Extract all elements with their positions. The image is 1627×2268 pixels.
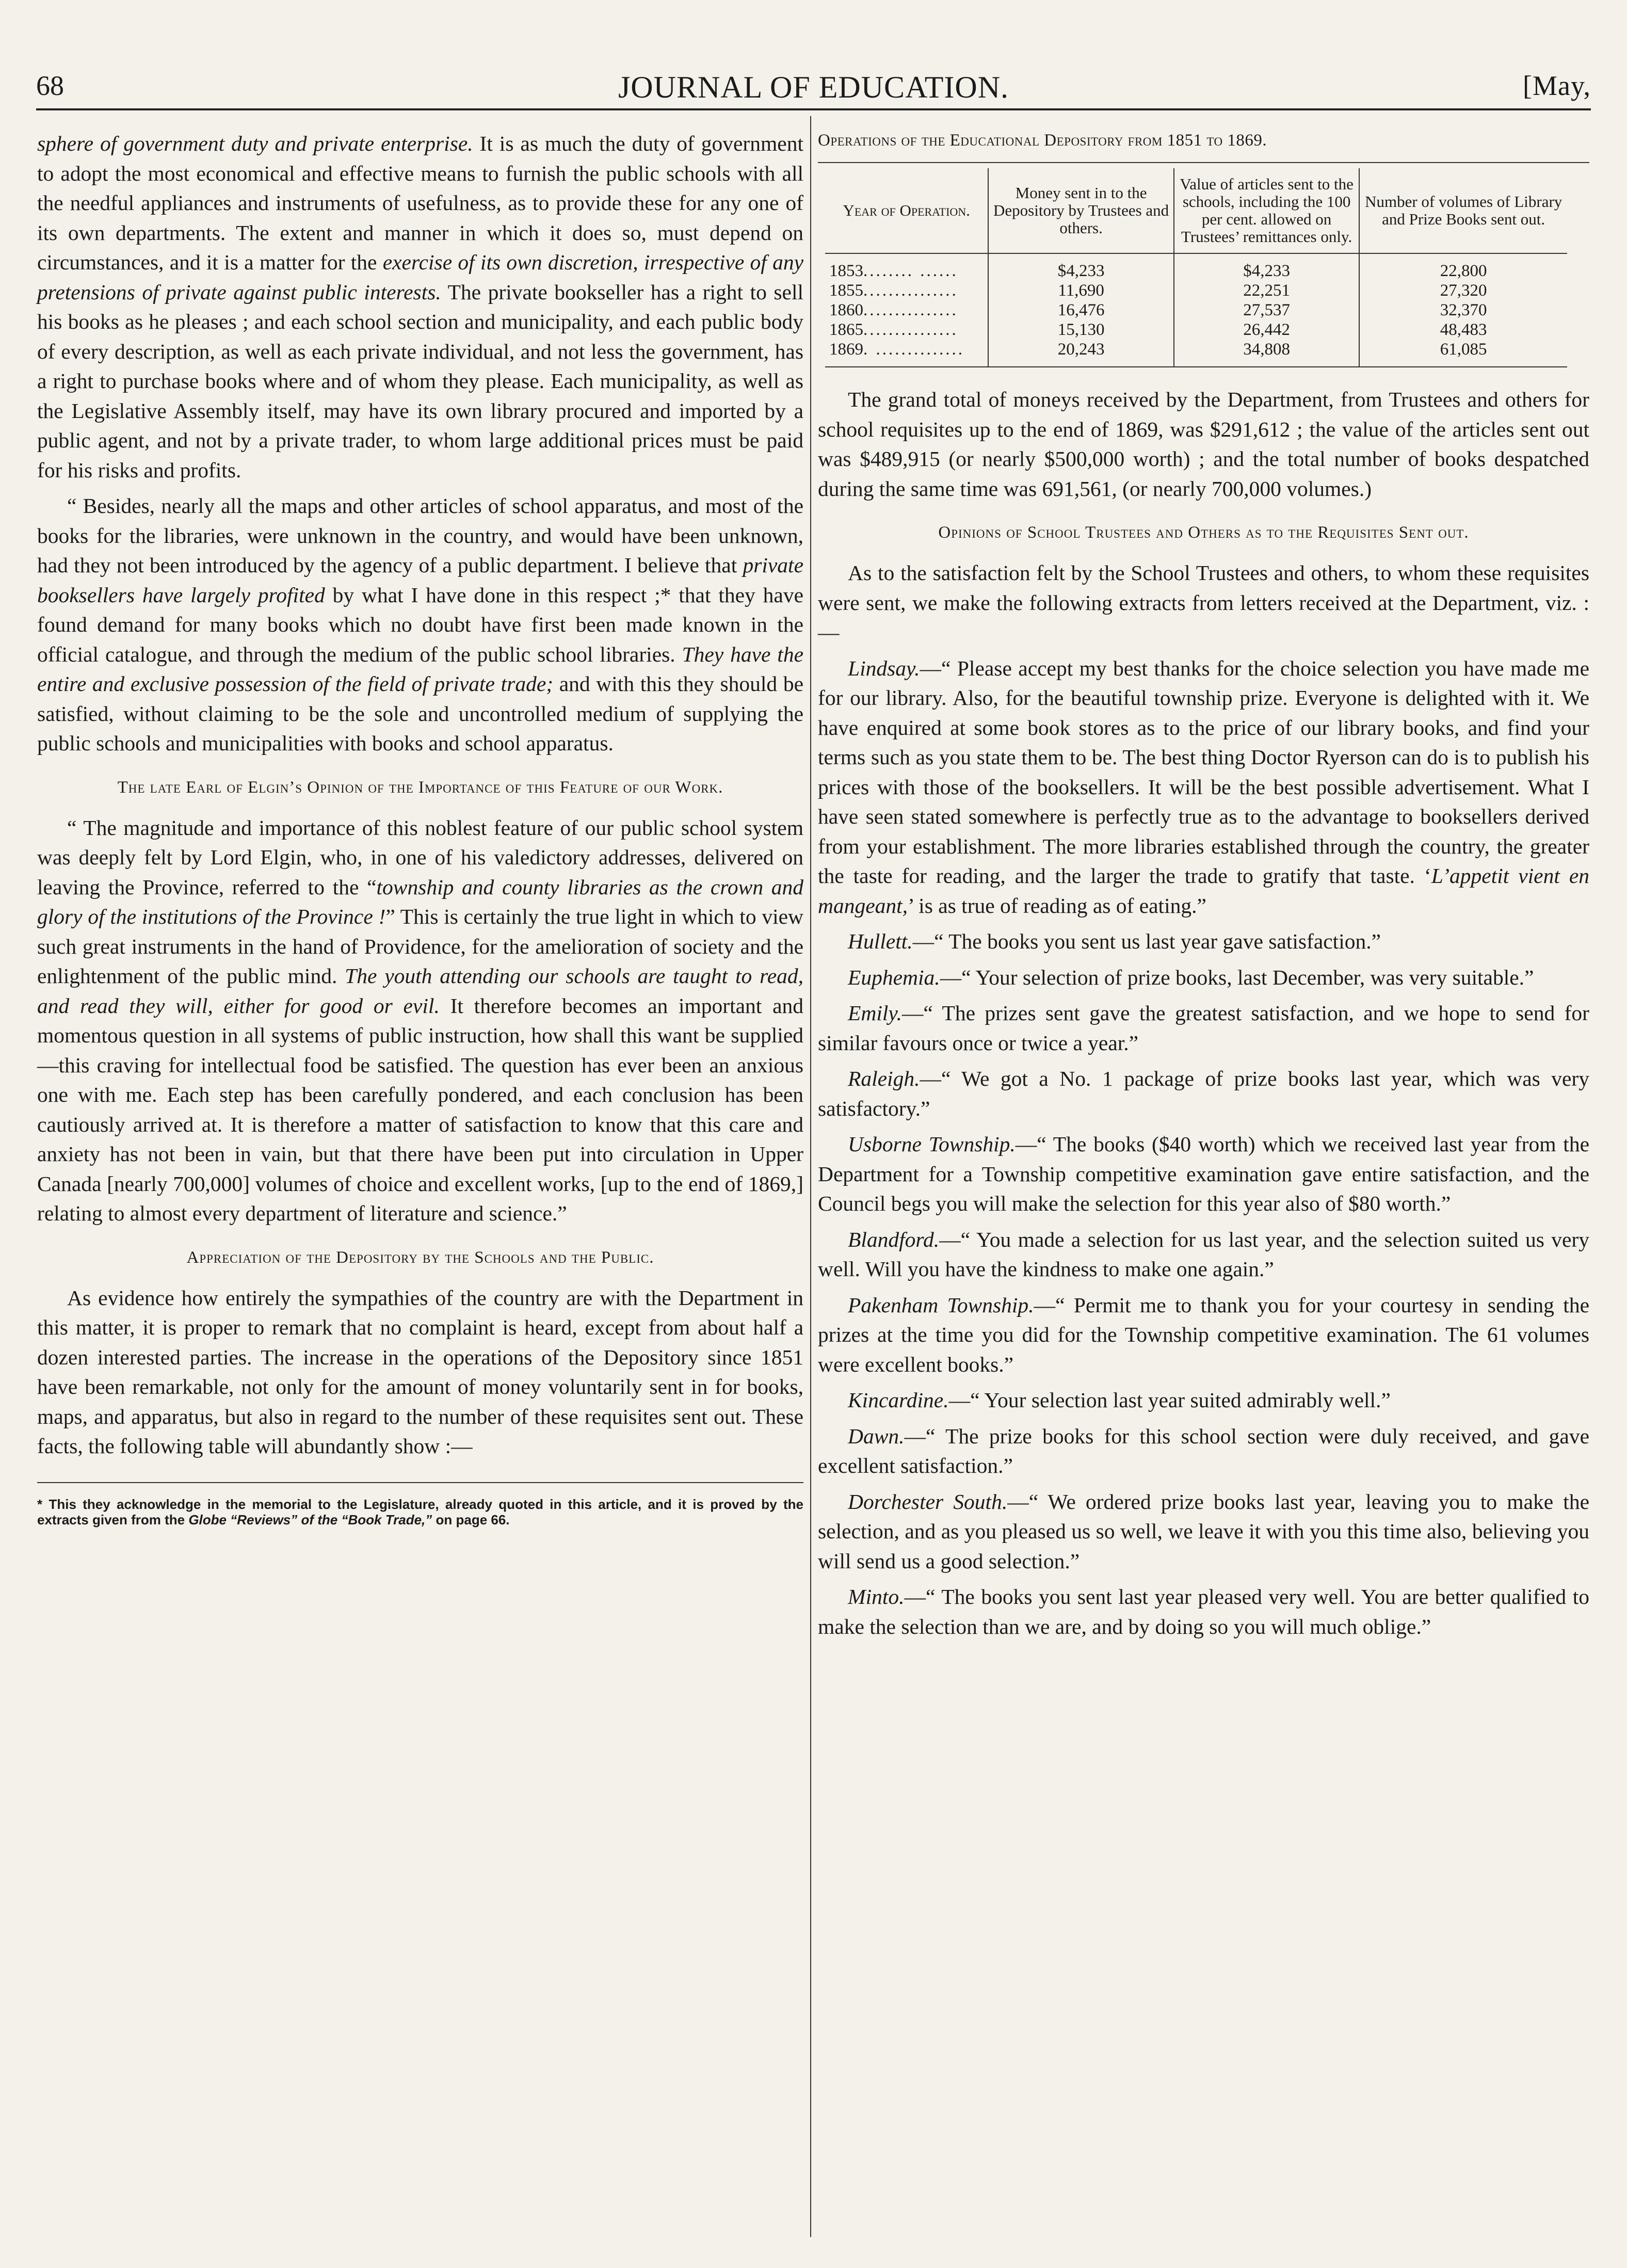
cell-year: 1869. .............. (825, 340, 988, 367)
letter-place: Pakenham Township. (848, 1293, 1034, 1317)
letter-place: Minto. (848, 1585, 905, 1608)
table-top-rule (818, 162, 1589, 163)
table-header-row (825, 168, 1567, 253)
letter-place: Usborne Township. (848, 1132, 1016, 1156)
cell-year: 1860............... (829, 301, 958, 319)
right-column (818, 129, 1589, 2237)
cell-books: 61,085 (1359, 340, 1567, 367)
cell-books: 48,483 (1359, 320, 1567, 340)
letter-extract: Dawn.—“ The prize books for this school section were duly received, and gave excellent satisfaction.” (818, 1424, 1589, 1477)
header-rule (36, 108, 1591, 110)
header-books: Number of volumes of Library and Prize Books sent out. (1359, 168, 1567, 253)
heading-appreciation: Appreciation of the Depository by the Schools and the Public. (186, 1248, 654, 1267)
table-row (825, 300, 1567, 320)
letter-extract: Raleigh.—“ We got a No. 1 package of prize books last year, which was very satisfactory.” (818, 1067, 1589, 1120)
letter-place: Euphemia. (848, 965, 940, 989)
paragraph-duty: sphere of government duty and private enterprise. It is as much the duty of government to adopt the most economical and effective means to furnish the public schools with all the needful appliances and instruments of usefulness, as to provide these for any one of its own departments. The extent and manner in which it does so, must depend on circumstances, and it is a matter for the exercise of its own discretion, irrespective of any pretensions of private against public interests. The private bookseller has a right to sell his books as he pleases ; and each school section and municipality, and each public body of every description, as well as each private individual, and not less the government, has a right to purchase books where and of whom they please. Each municipality, as well as the Legislative Assembly itself, may have its own library procured and imported by a public agent, and not by a private trader, to whom large additional prices must be paid for his risks and profits. (37, 132, 803, 482)
header-value: Value of articles sent to the schools, including the 100 per cent. allowed on Trustees’ remittances only. (1174, 168, 1360, 253)
cell-year: 1855............... (829, 281, 958, 300)
cell-books: 27,320 (1359, 281, 1567, 300)
table-title: Operations of the Educational Depository from 1851 to 1869. (818, 131, 1267, 150)
letter-place: Dawn. (848, 1424, 905, 1448)
letter-place: Dorchester South. (848, 1489, 1008, 1514)
cell-year: 1865............... (829, 320, 958, 339)
running-header (36, 70, 1591, 106)
cell-value: 26,442 (1174, 320, 1360, 340)
letter-extract: Pakenham Township.—“ Permit me to thank you for your courtesy in sending the prizes at the time you did for the Township competitive examination. The 61 volumes were excellent books.” (818, 1293, 1589, 1376)
heading-opinions: Opinions of School Trustees and Others as to the Requisites Sent out. (938, 523, 1469, 542)
cell-books: 32,370 (1359, 300, 1567, 320)
letter-extract: Blandford.—“ You made a selection for us last year, and the selection suited us very well. Will you have the kindness to make one again.” (818, 1227, 1589, 1281)
paragraph-grand-total: The grand total of moneys received by the Department, from Trustees and others for school requisites up to the end of 1869, was $291,612 ; the value of the articles sent out was $489,915 (or nearly $500,000 worth) ; and the total number of books despatched during the same time was 691,561, (or nearly 700,000 volumes.) (818, 388, 1589, 501)
cell-money: $4,233 (988, 253, 1174, 281)
letter-extract: Hullett.—“ The books you sent us last year gave satisfaction.” (848, 929, 1381, 953)
letter-place: Emily. (848, 1001, 902, 1025)
letter-extract: Emily.—“ The prizes sent gave the greatest satisfaction, and we hope to send for similar favours once or twice a year.” (818, 1001, 1589, 1055)
letter-place: Raleigh. (848, 1067, 920, 1090)
table-row (825, 340, 1567, 367)
cell-year: 1853........ ...... (829, 262, 958, 280)
issue-month: [May, (1523, 70, 1591, 101)
journal-title: JOURNAL OF EDUCATION. (618, 70, 1009, 104)
footnote-rule (37, 1482, 803, 1483)
letter-extract: Minto.—“ The books you sent last year pleased very well. You are better qualified to make the selection than we are, and by doing so you will much oblige.” (818, 1585, 1589, 1638)
cell-value: 22,251 (1174, 281, 1360, 300)
operations-table (825, 168, 1567, 367)
cell-books: 22,800 (1359, 253, 1567, 281)
letter-extract: Euphemia.—“ Your selection of prize books, last December, was very suitable.” (848, 965, 1534, 989)
header-year: Year of Operation. (825, 168, 988, 253)
paragraph-appreciation: As evidence how entirely the sympathies of the country are with the Department in this matter, it is proper to remark that no complaint is heard, except from about half a dozen interested parties. The increase in the operations of the Depository since 1851 have been remarkable, not only for the amount of money voluntarily sent in for books, maps, and apparatus, but also in regard to the number of these requisites sent out. These facts, the following table will abundantly show :— (37, 1285, 803, 1458)
letter-place: Kincardine. (848, 1388, 949, 1412)
paragraph-intro: As to the satisfaction felt by the School Trustees and others, to whom these requisites were sent, we make the following extracts from letters received at the Department, viz. :— (818, 561, 1589, 644)
table-body (825, 253, 1567, 367)
cell-value: 27,537 (1174, 300, 1360, 320)
letters-list (818, 654, 1589, 1642)
letter-place: Blandford. (848, 1227, 940, 1251)
table-row (825, 253, 1567, 281)
footnote: * This they acknowledge in the memorial to the Legislature, already quoted in this article, and it is proved by the extracts given from the Globe “Reviews” of the “Book Trade,” on page 66. (37, 1496, 803, 1527)
page-number: 68 (36, 70, 64, 101)
letter-extract: Usborne Township.—“ The books ($40 worth) which we received last year from the Department for a Township competitive examination gave entire satisfaction, and the Council begs you will make the selection for this year also of $80 worth.” (818, 1132, 1589, 1215)
paragraph-elgin: “ The magnitude and importance of this noblest feature of our public school system was deeply felt by Lord Elgin, who, in one of his valedictory addresses, delivered on leaving the Province, referred to the “township and county libraries as the crown and glory of the institutions of the Province !” This is certainly the true light in which to view such great instruments in the hand of Providence, for the amelioration of society and the enlightenment of the public mind. The youth attending our schools are taught to read, and read they will, either for good or evil. It therefore becomes an important and momentous question in all systems of public instruction, how shall this want be supplied—this craving for intellectual food be satisfied. The question has ever been an anxious one with me. Each step has been carefully pondered, and each conclusion has been cautiously arrived at. It is therefore a matter of satisfaction to know that this care and anxiety has not been in vain, but that there have been put into circulation in Upper Canada [nearly 700,000] volumes of choice and excellent works, [up to the end of 1869,] relating to almost every department of literature and science.” (37, 815, 803, 1225)
table-row (825, 320, 1567, 340)
letter-extract: Dorchester South.—“ We ordered prize books last year, leaving you to make the selection, and as you pleased us so well, we leave it with you this time also, believing you will send us a good selection.” (818, 1489, 1589, 1573)
letter-extract: Kincardine.—“ Your selection last year suited admirably well.” (848, 1388, 1391, 1412)
cell-value: 34,808 (1174, 340, 1360, 367)
cell-money: 20,243 (988, 340, 1174, 367)
left-column (37, 129, 803, 2237)
letter-place: Lindsay. (848, 656, 920, 680)
cell-money: 16,476 (988, 300, 1174, 320)
cell-value: $4,233 (1174, 253, 1360, 281)
cell-money: 15,130 (988, 320, 1174, 340)
heading-elgin: The late Earl of Elgin’s Opinion of the Importance of this Feature of our Work. (117, 778, 723, 797)
letter-place: Hullett. (848, 929, 913, 953)
letter-extract: Lindsay.—“ Please accept my best thanks for the choice selection you have made me for our library. Also, for the beautiful township prize. Everyone is delighted with it. We have enquired at some book stores as to the price of our library books, and find your terms such as you state them to be. The best thing Doctor Ryerson can do is to publish his prices with those of the booksellers. It will be the best possible advertisement. What I have seen stated somewhere is perfectly true as to the advantage to booksellers derived from your establishment. The more libraries established through the country, the greater the taste for reading, and the larger the trade to gratify that taste. ‘L’appetit vient en mangeant,’ is as true of reading as of eating.” (818, 656, 1589, 918)
table-row (825, 281, 1567, 300)
column-divider (810, 116, 811, 2237)
paragraph-booksellers: “ Besides, nearly all the maps and other articles of school apparatus, and most of the books for the libraries, were unknown in the country, and would have been unknown, had they not been introduced by the agency of a public department. I believe that private booksellers have largely profited by what I have done in this respect ;* that they have found demand for many books which no doubt have first been made known in the official catalogue, and through the medium of the public school libraries. They have the entire and exclusive possession of the field of private trade; and with this they should be satisfied, without claiming to be the sole and uncontrolled medium of supplying the public schools and municipalities with books and school apparatus. (37, 494, 803, 755)
cell-money: 11,690 (988, 281, 1174, 300)
header-money: Money sent in to the Depository by Trustees and others. (988, 168, 1174, 253)
